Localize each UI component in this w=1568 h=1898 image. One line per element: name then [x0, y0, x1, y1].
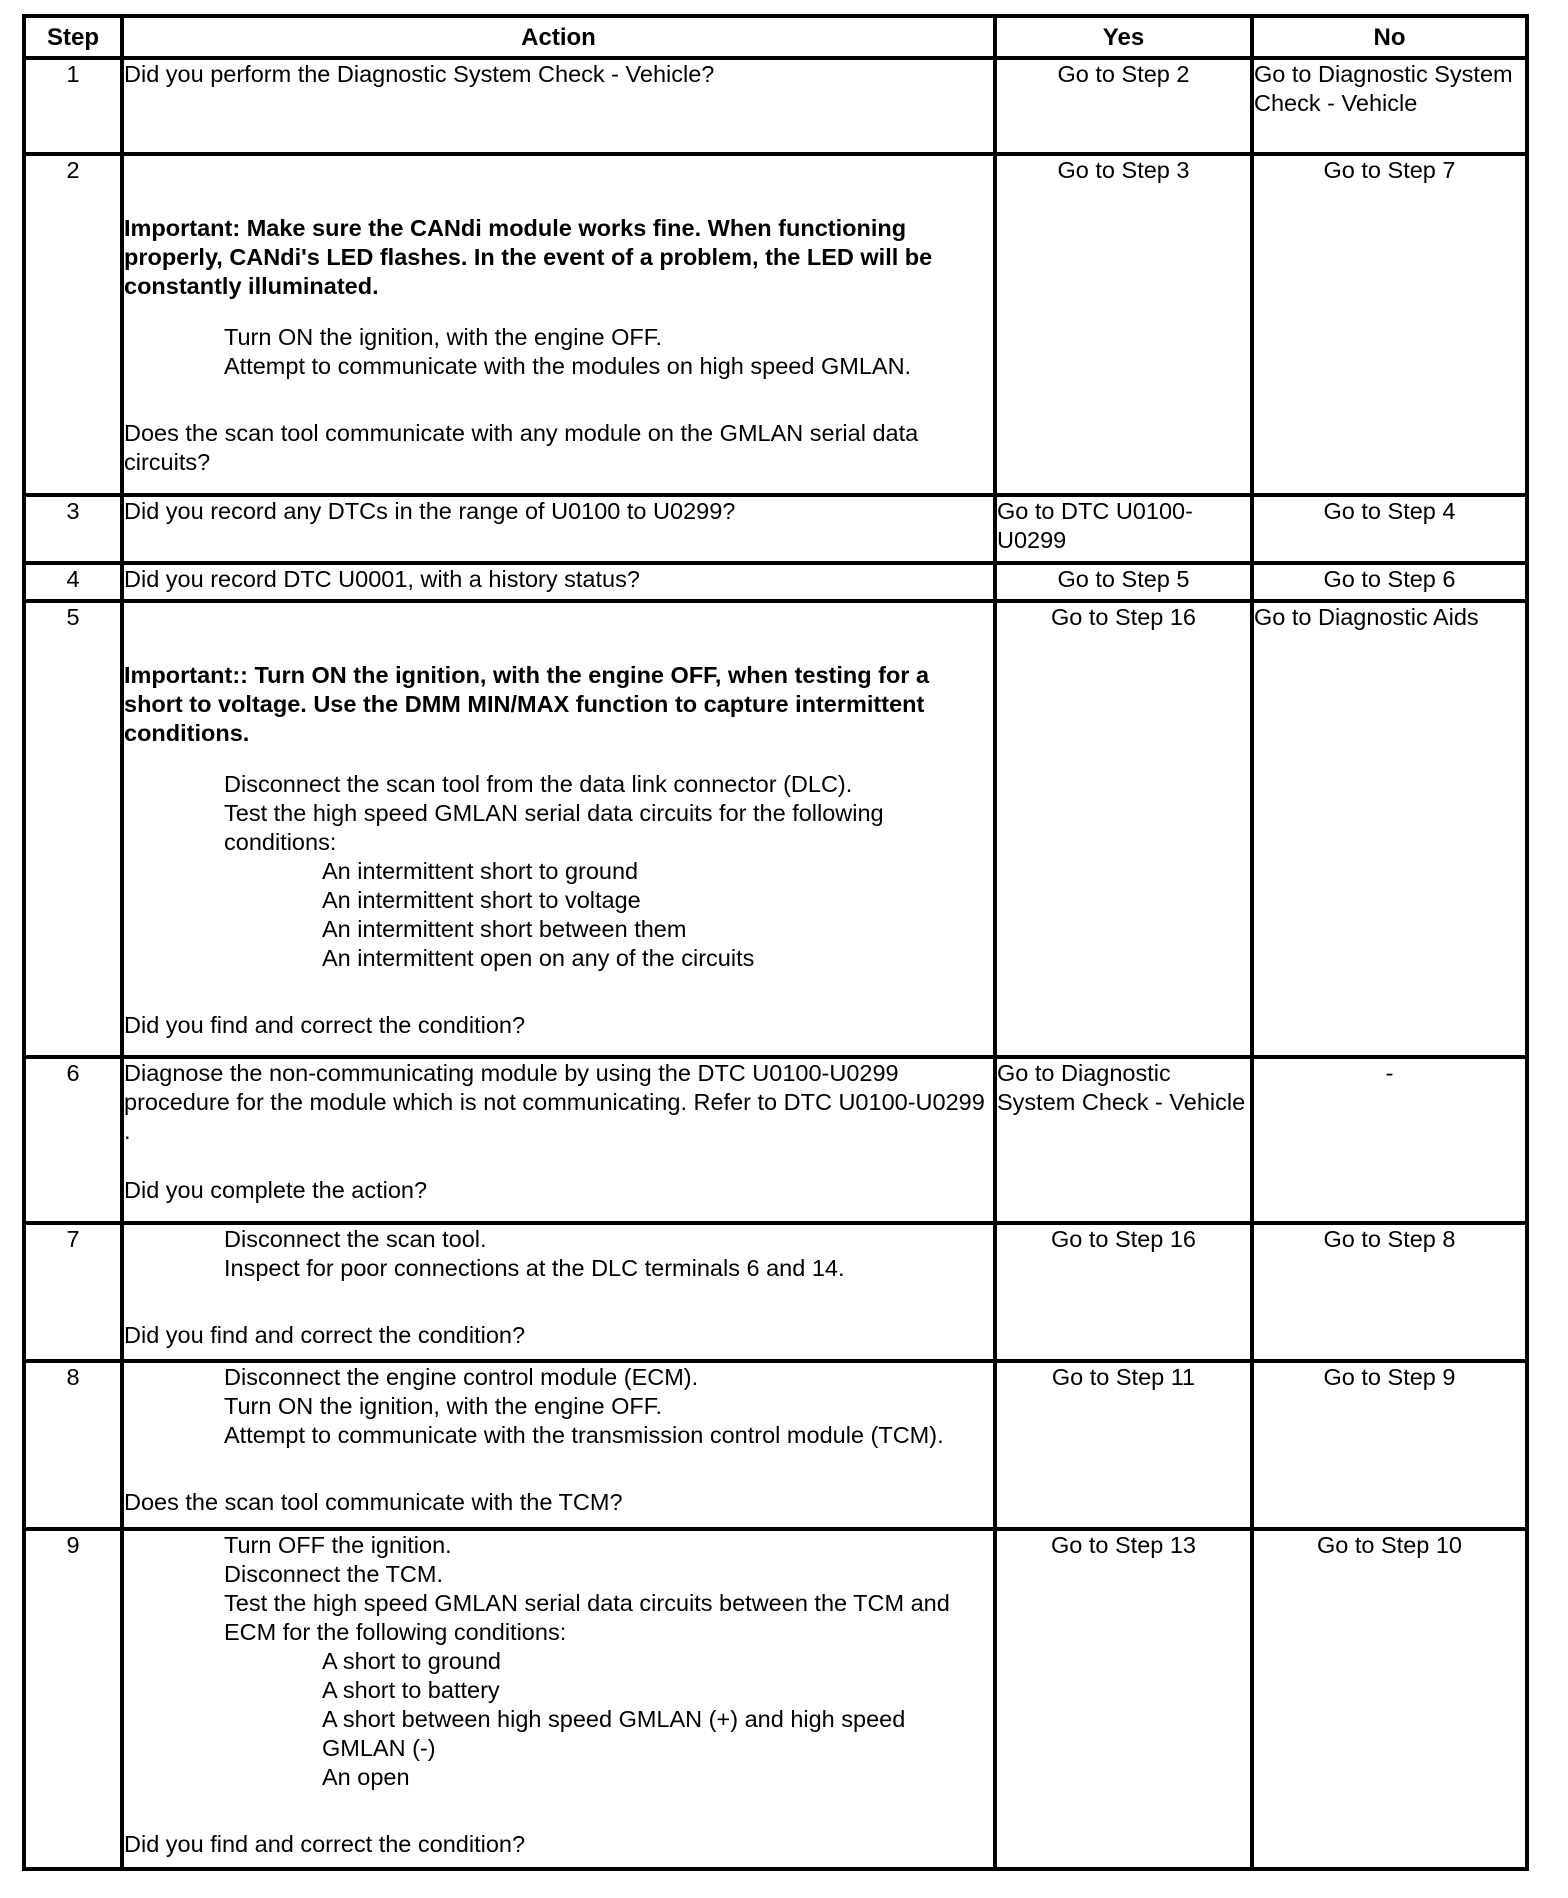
- yes-cell: Go to Step 3: [995, 154, 1252, 495]
- question-text: Did you find and correct the condition?: [124, 1322, 526, 1348]
- table-row: [24, 563, 1527, 601]
- yes-cell: Go to DTC U0100-U0299: [995, 495, 1252, 563]
- action-cell: [122, 563, 995, 601]
- step-number: 4: [24, 563, 122, 601]
- action-cell: [122, 1223, 995, 1361]
- action-cell: [122, 495, 995, 563]
- step-number: 1: [24, 58, 122, 154]
- important-note: Important: Make sure the CANdi module works fine. When functioning properly, CANdi's LED flashes. In the event of a problem, the LED will be constantly illuminated.: [124, 215, 933, 299]
- table-row: [24, 1361, 1527, 1529]
- table-row: [24, 58, 1527, 154]
- no-cell: Go to Step 7: [1252, 154, 1527, 495]
- procedure-step: Attempt to communicate with the modules on high speed GMLAN.: [224, 353, 912, 379]
- question-text: Did you record DTC U0001, with a history status?: [124, 566, 640, 592]
- important-note: Important:: Turn ON the ignition, with the engine OFF, when testing for a short to voltage. Use the DMM MIN/MAX function to capture intermittent conditions.: [124, 662, 930, 746]
- no-cell: -: [1252, 1057, 1527, 1223]
- action-cell: [122, 1057, 995, 1223]
- procedure-step: Test the high speed GMLAN serial data circuits for the following conditions:: [224, 800, 884, 855]
- no-cell: Go to Diagnostic System Check - Vehicle: [1252, 58, 1527, 154]
- table-row: [24, 1223, 1527, 1361]
- procedure-step: Disconnect the engine control module (ECM).: [224, 1364, 699, 1390]
- diagnostic-table: [22, 14, 1529, 1871]
- procedure-step: Test the high speed GMLAN serial data circuits between the TCM and ECM for the following conditions:: [224, 1590, 950, 1645]
- table-row: [24, 1057, 1527, 1223]
- action-cell: [122, 58, 995, 154]
- yes-cell: Go to Step 2: [995, 58, 1252, 154]
- question-text: Did you find and correct the condition?: [124, 1012, 526, 1038]
- action-cell: [122, 1529, 995, 1869]
- question-text: Does the scan tool communicate with the TCM?: [124, 1489, 623, 1515]
- header-yes: Yes: [995, 16, 1252, 58]
- yes-cell: Go to Diagnostic System Check - Vehicle: [995, 1057, 1252, 1223]
- action-cell: [122, 154, 995, 495]
- yes-cell: Go to Step 16: [995, 601, 1252, 1057]
- header-step: Step: [24, 16, 122, 58]
- header-row: [24, 16, 1527, 58]
- procedure-step: Disconnect the scan tool from the data link connector (DLC).: [224, 771, 853, 797]
- procedure-substep: An intermittent short to ground: [322, 858, 639, 884]
- no-cell: Go to Diagnostic Aids: [1252, 601, 1527, 1057]
- step-number: 7: [24, 1223, 122, 1361]
- no-cell: Go to Step 8: [1252, 1223, 1527, 1361]
- procedure-substep: A short to battery: [322, 1677, 500, 1703]
- step-number: 3: [24, 495, 122, 563]
- procedure-substep: A short between high speed GMLAN (+) and high speed GMLAN (-): [322, 1706, 906, 1761]
- procedure-step: Turn OFF the ignition.: [224, 1532, 452, 1558]
- no-cell: Go to Step 4: [1252, 495, 1527, 563]
- procedure-step: Disconnect the scan tool.: [224, 1226, 487, 1252]
- procedure-step: Turn ON the ignition, with the engine OFF.: [224, 324, 663, 350]
- yes-cell: Go to Step 16: [995, 1223, 1252, 1361]
- procedure-substep: An intermittent open on any of the circuits: [322, 945, 755, 971]
- yes-cell: Go to Step 13: [995, 1529, 1252, 1869]
- action-cell: [122, 1361, 995, 1529]
- procedure-substep: An intermittent short between them: [322, 916, 687, 942]
- question-text: Did you record any DTCs in the range of U0100 to U0299?: [124, 498, 736, 524]
- header-no: No: [1252, 16, 1527, 58]
- step-number: 8: [24, 1361, 122, 1529]
- procedure-substep: An intermittent short to voltage: [322, 887, 641, 913]
- yes-cell: Go to Step 5: [995, 563, 1252, 601]
- table-row: [24, 495, 1527, 563]
- step-number: 5: [24, 601, 122, 1057]
- header-action: Action: [122, 16, 995, 58]
- action-cell: [122, 601, 995, 1057]
- procedure-step: Turn ON the ignition, with the engine OFF.: [224, 1393, 663, 1419]
- procedure-step: Inspect for poor connections at the DLC terminals 6 and 14.: [224, 1255, 845, 1281]
- question-text: Does the scan tool communicate with any module on the GMLAN serial data circuits?: [124, 420, 919, 475]
- step-number: 6: [24, 1057, 122, 1223]
- yes-cell: Go to Step 11: [995, 1361, 1252, 1529]
- no-cell: Go to Step 10: [1252, 1529, 1527, 1869]
- procedure-step: Attempt to communicate with the transmission control module (TCM).: [224, 1422, 944, 1448]
- table-row: [24, 154, 1527, 495]
- procedure-substep: An open: [322, 1764, 410, 1790]
- question-text: Did you perform the Diagnostic System Check - Vehicle?: [124, 61, 715, 87]
- diagnostic-table-frame: [22, 14, 1525, 1882]
- procedure-step: Disconnect the TCM.: [224, 1561, 443, 1587]
- no-cell: Go to Step 9: [1252, 1361, 1527, 1529]
- question-text: Did you complete the action?: [124, 1177, 428, 1203]
- question-text: Did you find and correct the condition?: [124, 1831, 526, 1857]
- procedure-substep: A short to ground: [322, 1648, 501, 1674]
- no-cell: Go to Step 6: [1252, 563, 1527, 601]
- table-row: [24, 601, 1527, 1057]
- step-number: 9: [24, 1529, 122, 1869]
- step-number: 2: [24, 154, 122, 495]
- table-row: [24, 1529, 1527, 1869]
- instruction-text: Diagnose the non-communicating module by using the DTC U0100-U0299 procedure for the module which is not communicating. Refer to DTC U0100-U0299 .: [124, 1060, 985, 1144]
